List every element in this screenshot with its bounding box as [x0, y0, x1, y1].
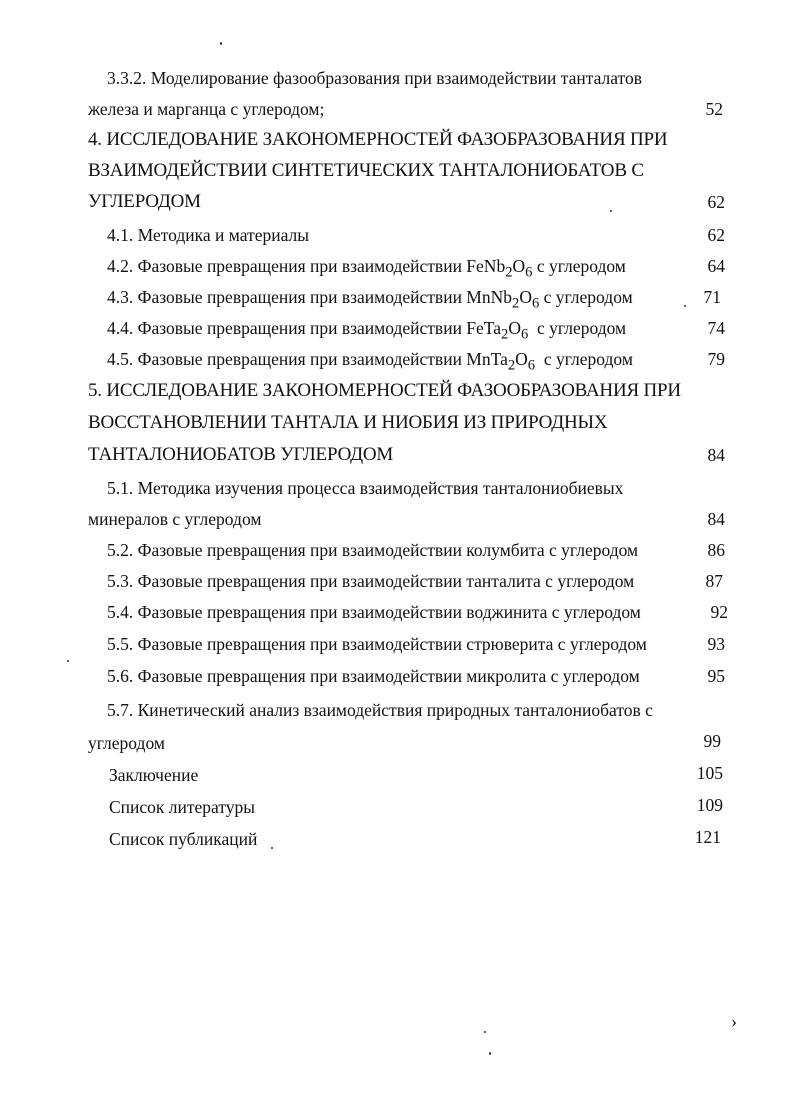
toc-entry-5-7-line-2: углеродом: [88, 733, 165, 753]
toc-page-3-3-2: 52: [705, 99, 723, 119]
toc-page-conclusion: 105: [696, 763, 723, 783]
scan-speck: [684, 305, 686, 307]
toc-entry-5-1-line-2: минералов с углеродом: [88, 509, 262, 529]
toc-page-5-7: 99: [703, 731, 721, 751]
formula-subscript: 2: [501, 326, 509, 343]
toc-page-5-5: 93: [707, 634, 725, 654]
toc-page-section-5: 84: [707, 445, 725, 465]
toc-page-publications: 121: [694, 827, 721, 847]
toc-entry-5-7-line-1: 5.7. Кинетический анализ взаимодействия природных танталониобатов с: [107, 700, 653, 720]
formula-subscript: 6: [525, 264, 533, 281]
toc-entry-conclusion: Заключение: [109, 765, 199, 785]
toc-entry-5-6: 5.6. Фазовые превращения при взаимодействии микролита с углеродом: [107, 666, 640, 686]
toc-page-5-3: 87: [705, 571, 723, 591]
toc-page-section-4: 62: [707, 192, 725, 212]
toc-section-4-title-line-3: УГЛЕРОДОМ: [88, 191, 201, 212]
toc-entry-4-2: 4.2. Фазовые превращения при взаимодействии $FeNb_2O_6$ с углеродом: [107, 256, 626, 281]
toc-entry-5-5: 5.5. Фазовые превращения при взаимодействии стрюверита с углеродом: [107, 634, 647, 654]
formula-subscript: 6: [531, 295, 540, 312]
toc-entry-4-1: 4.1. Методика и материалы: [107, 225, 309, 245]
toc-section-5-title-line-1: 5. ИССЛЕДОВАНИЕ ЗАКОНОМЕРНОСТЕЙ ФАЗООБРАЗОВАНИЯ ПРИ: [88, 380, 681, 401]
scan-speck: [610, 210, 612, 212]
toc-entry-4-4: 4.4. Фазовые превращения при взаимодействии $FeTa_2O_6$ с углеродом: [107, 318, 627, 343]
toc-page-4-3: 71: [703, 287, 721, 307]
toc-entry-5-4: 5.4. Фазовые превращения при взаимодействии воджинита с углеродом: [107, 602, 641, 622]
toc-entry-3-3-2-line-1: 3.3.2. Моделирование фазообразования при взаимодействии танталатов: [107, 68, 642, 88]
toc-section-5-title-line-2: ВОССТАНОВЛЕНИИ ТАНТАЛА И НИОБИЯ ИЗ ПРИРОДНЫХ: [88, 412, 608, 433]
formula-subscript: 2: [505, 264, 513, 281]
formula-subscript: 6: [527, 357, 536, 374]
toc-page-5-4: 92: [710, 602, 728, 622]
formula-subscript: 2: [512, 295, 520, 312]
toc-entry-5-2: 5.2. Фазовые превращения при взаимодействии колумбита с углеродом: [107, 540, 639, 560]
toc-section-4-title-line-1: 4. ИССЛЕДОВАНИЕ ЗАКОНОМЕРНОСТЕЙ ФАЗОБРАЗОВАНИЯ ПРИ: [88, 129, 668, 150]
scan-speck: [220, 42, 222, 45]
toc-entry-references: Список литературы: [109, 797, 256, 817]
toc-page-4-5: 79: [707, 349, 725, 369]
toc-page-references: 109: [696, 795, 723, 815]
formula-subscript: 2: [507, 357, 516, 374]
scan-speck: [484, 1031, 486, 1033]
formula-subscript: 6: [520, 326, 529, 343]
toc-entry-4-3: 4.3. Фазовые превращения при взаимодействии $MnNb_2O_6$ с углеродом: [107, 287, 633, 312]
toc-entry-5-1-line-1: 5.1. Методика изучения процесса взаимодействия танталониобиевых: [107, 478, 624, 498]
toc-section-4-title-line-2: ВЗАИМОДЕЙСТВИИ СИНТЕТИЧЕСКИХ ТАНТАЛОНИОБАТОВ С: [88, 160, 644, 181]
toc-page-5-1: 84: [707, 509, 725, 529]
toc-page-4-1: 62: [707, 225, 725, 245]
toc-page-5-6: 95: [707, 666, 725, 686]
scan-speck: [271, 847, 273, 849]
toc-entry-4-5: 4.5. Фазовые превращения при взаимодействии $MnTa_2O_6$ с углеродом: [107, 349, 633, 374]
scan-speck: [489, 1052, 491, 1055]
scan-speck: [67, 660, 69, 662]
toc-page-4-2: 64: [707, 256, 725, 276]
toc-entry-publications: Список публикаций: [109, 829, 258, 849]
toc-entry-5-3: 5.3. Фазовые превращения при взаимодействии танталита с углеродом: [107, 571, 635, 591]
toc-page-4-4: 74: [707, 318, 725, 338]
toc-entry-3-3-2-line-2: железа и марганца с углеродом;: [88, 99, 325, 119]
corner-mark: ›: [731, 1011, 737, 1031]
toc-page-5-2: 86: [707, 540, 725, 560]
toc-section-5-title-line-3: ТАНТАЛОНИОБАТОВ УГЛЕРОДОМ: [88, 444, 394, 465]
